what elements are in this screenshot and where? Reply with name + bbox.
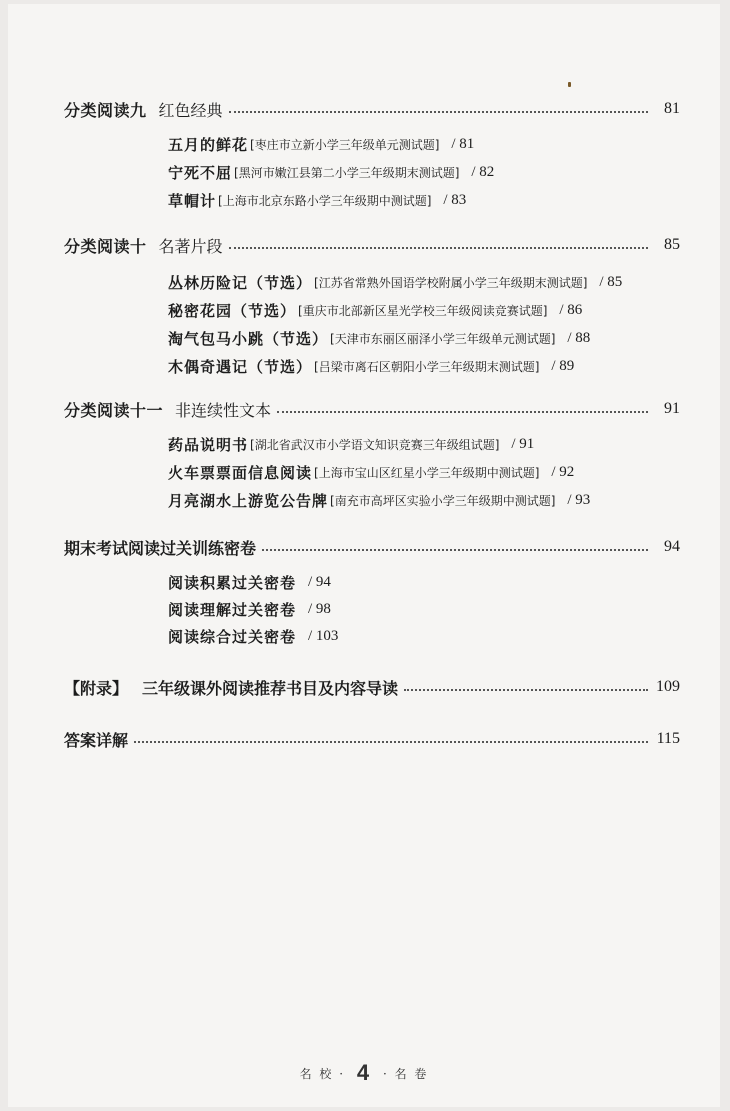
print-speck [568, 82, 571, 87]
item-page: / 83 [443, 191, 467, 208]
item-source: [南充市高坪区实验小学三年级期中测试题] [330, 493, 556, 508]
section-title: 名著片段 [158, 236, 223, 256]
page-footer [8, 1060, 720, 1086]
item-page: / 88 [567, 329, 591, 346]
item-title: 月亮湖水上游览公告牌 [168, 491, 329, 510]
toc-item[interactable] [168, 270, 622, 294]
leader-dots [134, 741, 648, 743]
toc-heading-row[interactable] [64, 674, 680, 700]
toc-item[interactable] [168, 354, 574, 378]
item-title: 阅读理解过关密卷 [168, 600, 297, 619]
toc-heading-row[interactable] [64, 232, 680, 258]
section-title: 三年级课外阅读推荐书目及内容导读 [142, 678, 399, 698]
footer-right: 名 卷 [394, 1067, 429, 1081]
toc-item[interactable] [168, 326, 590, 350]
item-source: [上海市北京东路小学三年级期中测试题] [218, 193, 432, 208]
item-title: 草帽计 [168, 191, 217, 210]
toc-item[interactable] [168, 624, 338, 648]
item-source: [天津市东丽区丽泽小学三年级单元测试题] [330, 331, 556, 346]
item-page: / 94 [308, 573, 331, 590]
section-page: 109 [656, 678, 680, 695]
item-page: / 89 [551, 357, 575, 374]
toc-item[interactable] [168, 132, 474, 156]
toc-item[interactable] [168, 460, 574, 484]
toc-item[interactable] [168, 432, 534, 456]
item-page: / 103 [308, 627, 339, 644]
page [8, 4, 720, 1107]
item-title: 淘气包马小跳（节选） [168, 329, 329, 348]
item-page: / 81 [451, 135, 475, 152]
section-page: 85 [664, 236, 680, 253]
item-page: / 98 [308, 600, 331, 617]
item-page: / 86 [559, 301, 583, 318]
footer-dot: · [382, 1067, 389, 1081]
footer-page-number: 4 [356, 1060, 372, 1085]
item-source: [重庆市北部新区星光学校三年级阅读竞赛试题] [298, 303, 548, 318]
section-label: 答案详解 [64, 730, 129, 750]
section-label: 分类阅读十 [64, 236, 147, 256]
section-title: 红色经典 [158, 100, 223, 120]
item-title: 火车票票面信息阅读 [168, 463, 313, 482]
section-label: 分类阅读十一 [64, 400, 164, 420]
section-page: 91 [664, 400, 680, 417]
item-source: [吕梁市离石区朝阳小学三年级期末测试题] [314, 359, 540, 374]
toc-item[interactable] [168, 298, 582, 322]
leader-dots [404, 689, 648, 691]
leader-dots [277, 411, 648, 413]
toc-item[interactable] [168, 570, 331, 594]
toc-heading-row[interactable] [64, 396, 680, 422]
leader-dots [229, 247, 648, 249]
item-source: [黑河市嫩江县第二小学三年级期末测试题] [234, 165, 460, 180]
item-title: 阅读综合过关密卷 [168, 627, 297, 646]
section-label: 【附录】 [64, 678, 129, 698]
footer-left: 名 校 [299, 1067, 334, 1081]
section-page: 81 [664, 100, 680, 117]
item-page: / 82 [471, 163, 495, 180]
item-title: 丛林历险记（节选） [168, 273, 313, 292]
section-title: 非连续性文本 [175, 400, 272, 420]
item-page: / 85 [599, 273, 623, 290]
section-page: 94 [664, 538, 680, 555]
toc-heading-row[interactable] [64, 534, 680, 560]
toc-heading-row[interactable] [64, 96, 680, 122]
item-title: 木偶奇遇记（节选） [168, 357, 313, 376]
item-source: [湖北省武汉市小学语文知识竞赛三年级组试题] [250, 437, 500, 452]
footer-dot: · [339, 1067, 346, 1081]
section-label: 期末考试阅读过关训练密卷 [64, 538, 257, 558]
item-page: / 91 [511, 435, 535, 452]
item-title: 五月的鲜花 [168, 135, 249, 154]
section-page: 115 [656, 730, 680, 747]
toc-heading-row[interactable] [64, 726, 680, 752]
item-title: 阅读积累过关密卷 [168, 573, 297, 592]
toc-item[interactable] [168, 597, 331, 621]
section-label: 分类阅读九 [64, 100, 147, 120]
leader-dots [262, 549, 648, 551]
item-source: [上海市宝山区红星小学三年级期中测试题] [314, 465, 540, 480]
item-page: / 92 [551, 463, 575, 480]
item-source: [江苏省常熟外国语学校附属小学三年级期末测试题] [314, 275, 588, 290]
toc-item[interactable] [168, 188, 466, 212]
item-title: 秘密花园（节选） [168, 301, 297, 320]
item-page: / 93 [567, 491, 591, 508]
item-source: [枣庄市立新小学三年级单元测试题] [250, 137, 440, 152]
item-title: 宁死不屈 [168, 163, 233, 182]
toc-item[interactable] [168, 160, 494, 184]
item-title: 药品说明书 [168, 435, 249, 454]
toc-item[interactable] [168, 488, 590, 512]
leader-dots [229, 111, 648, 113]
